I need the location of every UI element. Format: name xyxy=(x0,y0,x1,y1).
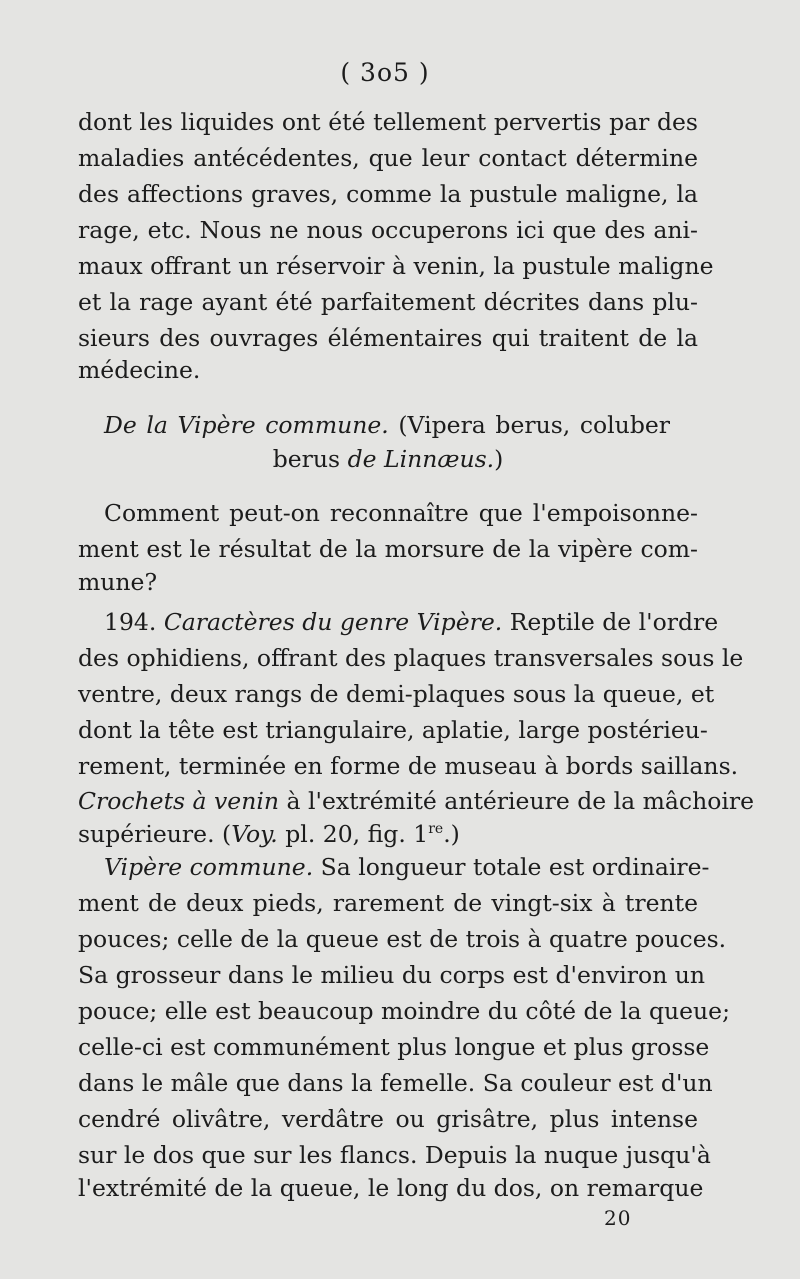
text-line: mune? xyxy=(78,568,158,596)
signature-mark: 20 xyxy=(604,1206,632,1230)
heading-latin: (Vipera berus, coluber xyxy=(398,411,671,439)
text-line: ventre, deux rangs de demi-plaques sous la queue, et xyxy=(78,680,715,708)
heading-line-1 xyxy=(104,407,670,443)
text-line: maux offrant un réservoir à venin, la pustule maligne xyxy=(78,252,714,280)
text-span: supérieure. ( xyxy=(78,820,232,848)
text-line xyxy=(78,816,698,852)
text-line: dont la tête est triangulaire, aplatie, large postérieu- xyxy=(78,716,708,744)
heading-close-paren: ) xyxy=(494,445,504,473)
text-line: des affections graves, comme la pustule maligne, la xyxy=(78,180,698,208)
text-line xyxy=(78,783,755,819)
vipere-term: Vipère commune. xyxy=(104,853,314,881)
text-line: dont les liquides ont été tellement pervertis par des xyxy=(78,108,698,136)
page-number: ( 3o5 ) xyxy=(340,58,430,87)
section-title: Caractères du genre Vipère. xyxy=(163,608,503,636)
text-line: cendré olivâtre, verdâtre ou grisâtre, plus intense xyxy=(78,1105,698,1133)
text-line: sur le dos que sur les flancs. Depuis la nuque jusqu'à xyxy=(78,1141,711,1169)
text-line: Comment peut-on reconnaître que l'empoisonne- xyxy=(104,499,698,527)
text-line: dans le mâle que dans la femelle. Sa couleur est d'un xyxy=(78,1069,713,1097)
text-line: l'extrémité de la queue, le long du dos, on remarque xyxy=(78,1174,704,1202)
superscript-re: re xyxy=(428,821,444,837)
text-line: celle-ci est communément plus longue et plus grosse xyxy=(78,1033,710,1061)
section-number: 194. xyxy=(104,608,157,636)
voy-abbrev: Voy. xyxy=(231,820,278,848)
text-line: ment de deux pieds, rarement de vingt-six à trente xyxy=(78,889,698,917)
text-line: Sa grosseur dans le milieu du corps est d'environ un xyxy=(78,961,706,989)
text-line: sieurs des ouvrages élémentaires qui traitent de la xyxy=(78,324,698,352)
heading-linnaeus: de Linnæus. xyxy=(347,445,495,473)
text-span: Sa longueur totale est ordinaire- xyxy=(320,853,710,881)
heading-berus: berus xyxy=(272,445,341,473)
text-line xyxy=(104,849,710,885)
heading-title: De la Vipère commune. xyxy=(104,411,389,439)
text-line: pouces; celle de la queue est de trois à quatre pouces. xyxy=(78,925,727,953)
text-span: Reptile de l'ordre xyxy=(509,608,719,636)
text-span: pl. 20, fig. 1 xyxy=(285,820,429,848)
text-line: ment est le résultat de la morsure de la vipère com- xyxy=(78,535,698,563)
text-line: médecine. xyxy=(78,356,201,384)
text-line xyxy=(104,604,719,640)
heading-line-2 xyxy=(78,441,698,477)
text-line: des ophidiens, offrant des plaques transversales sous le xyxy=(78,644,744,672)
text-line: et la rage ayant été parfaitement décrites dans plu- xyxy=(78,288,698,316)
crochets-term: Crochets à venin xyxy=(78,787,279,815)
text-line: rage, etc. Nous ne nous occuperons ici que des ani- xyxy=(78,216,698,244)
text-line: rement, terminée en forme de museau à bords saillans. xyxy=(78,752,739,780)
text-span: à l'extrémité antérieure de la mâchoire xyxy=(286,787,755,815)
text-line: pouce; elle est beaucoup moindre du côté de la queue; xyxy=(78,997,731,1025)
text-span: .) xyxy=(443,820,460,848)
text-line: maladies antécédentes, que leur contact détermine xyxy=(78,144,698,172)
